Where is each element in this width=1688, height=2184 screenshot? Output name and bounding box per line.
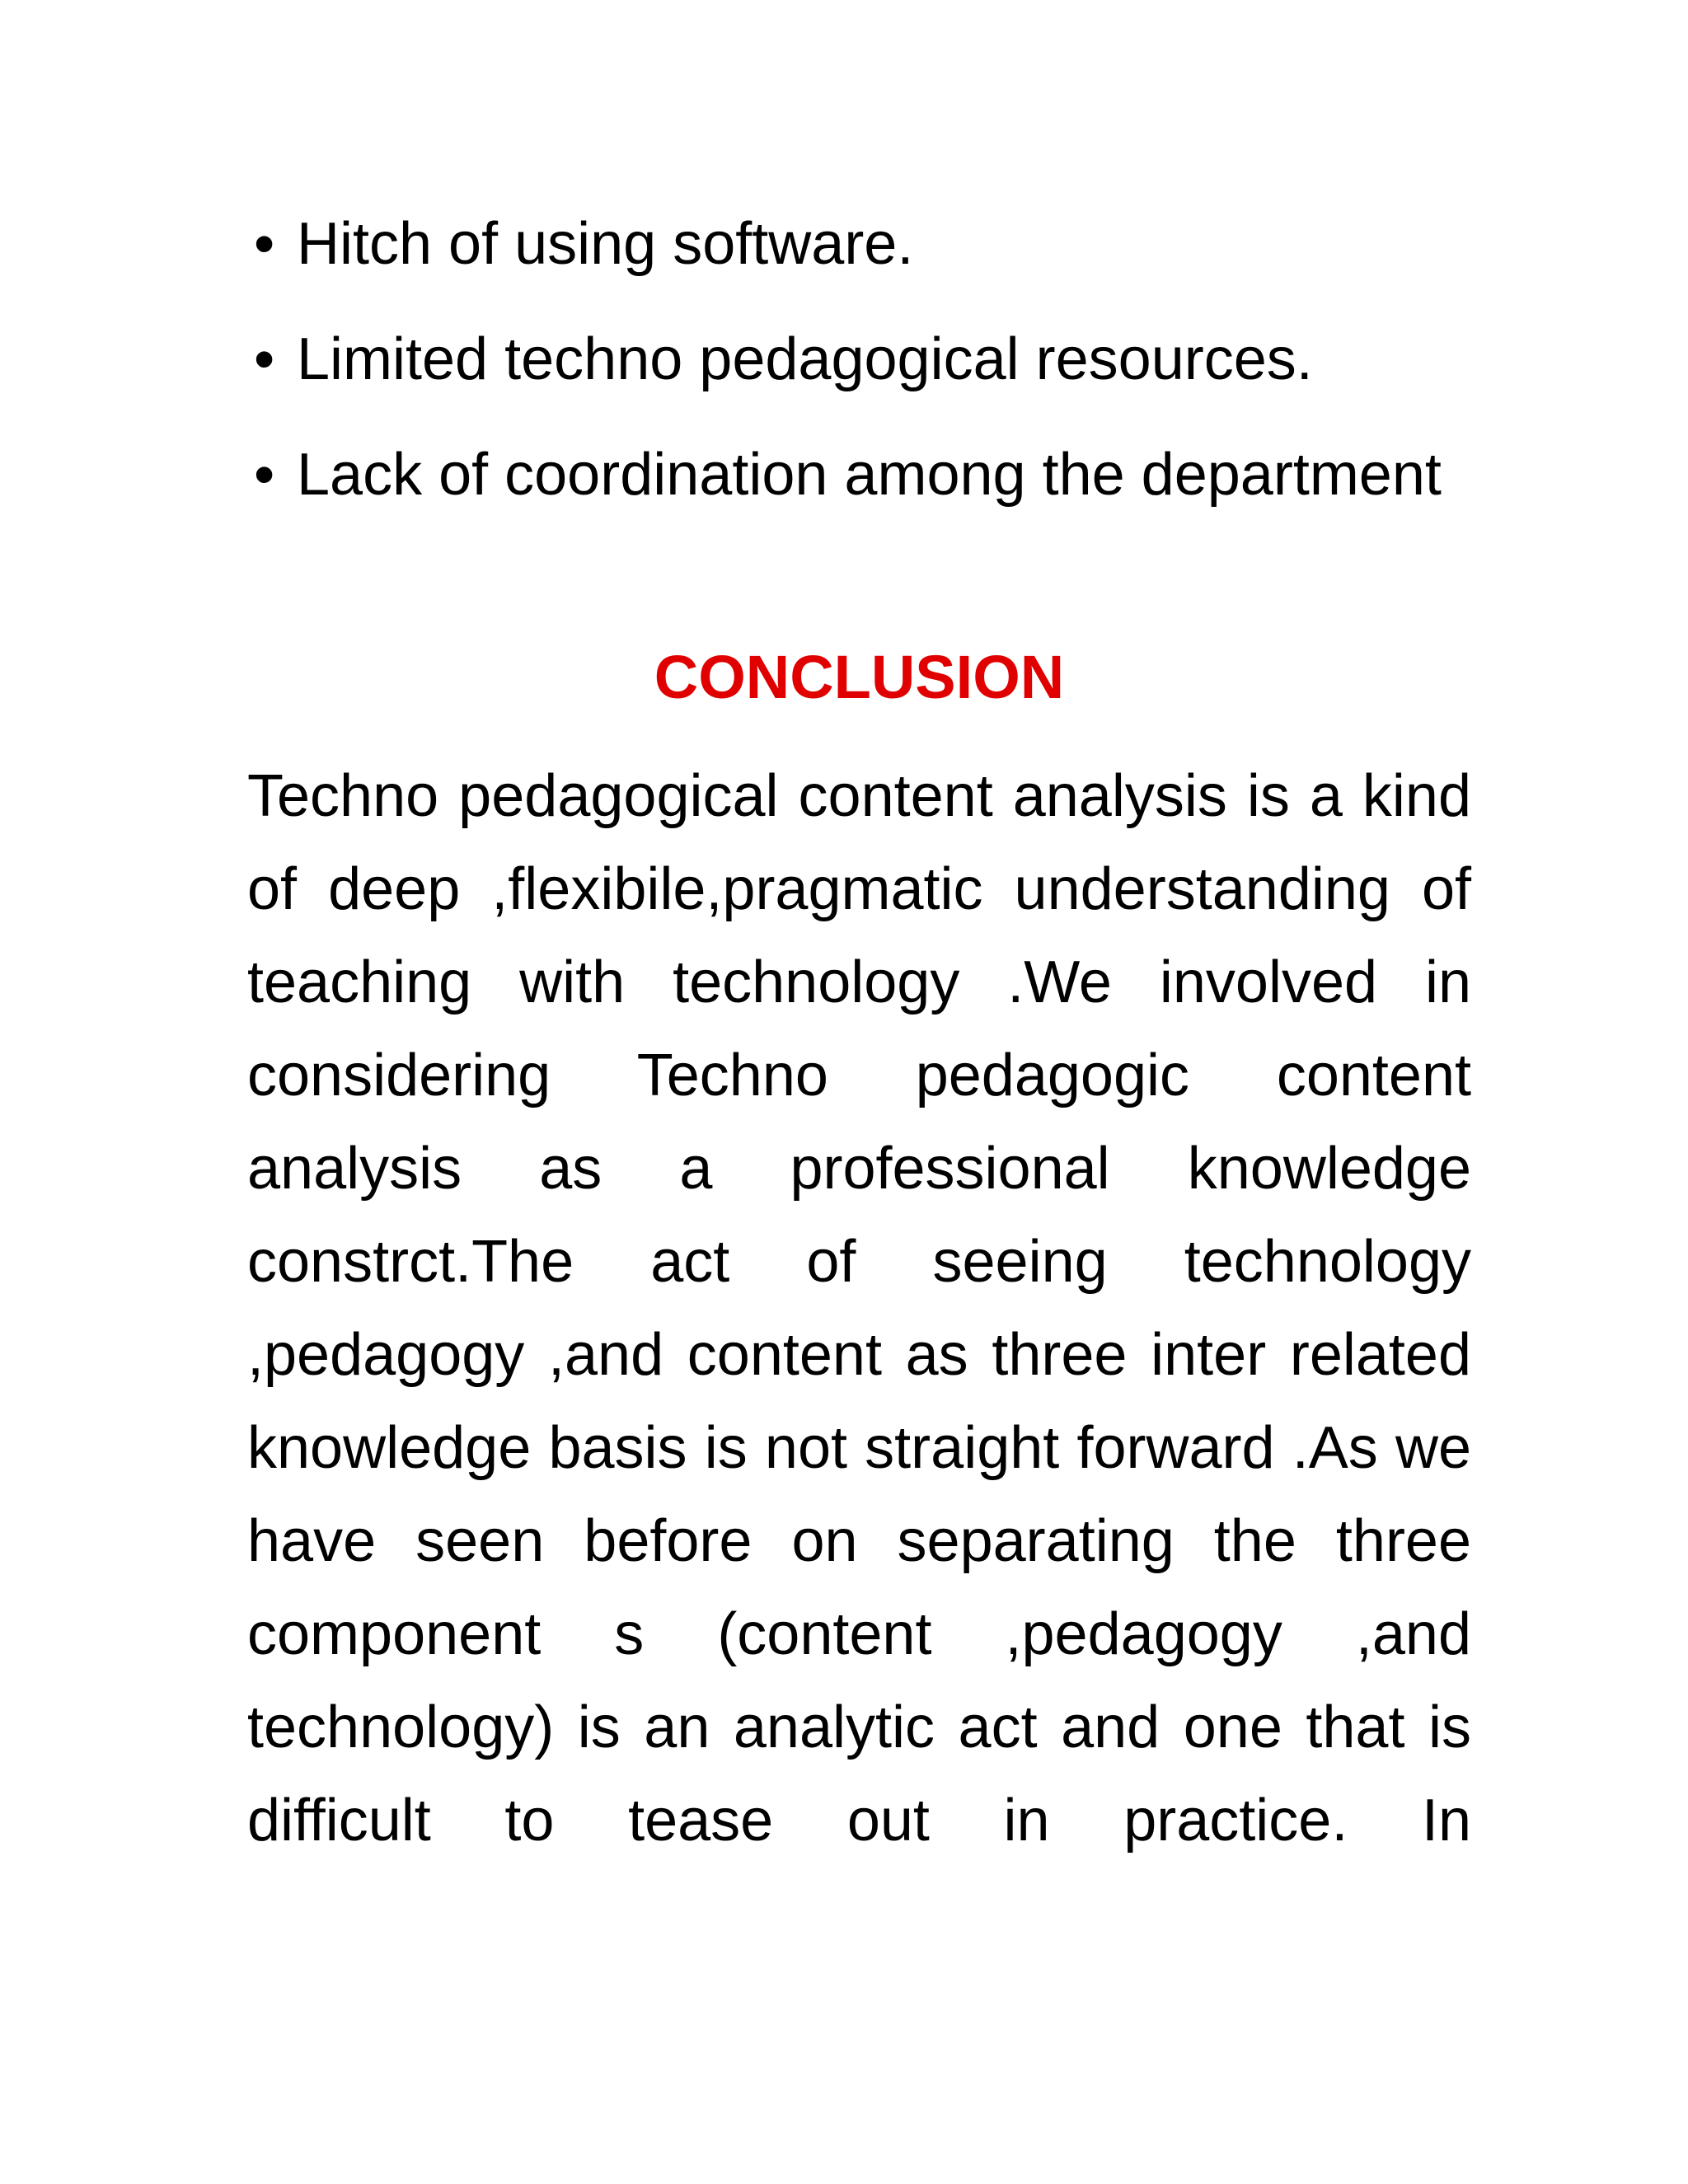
bullet-text: Limited techno pedagogical resources. bbox=[297, 326, 1313, 392]
section-heading: CONCLUSION bbox=[654, 643, 1065, 711]
bullet-item bbox=[247, 313, 1471, 405]
bullet-text: Lack of coordination among the department bbox=[297, 442, 1442, 508]
bullet-item bbox=[247, 198, 1471, 290]
bullet-list bbox=[247, 198, 1471, 544]
bullet-icon: • bbox=[254, 326, 275, 392]
conclusion-paragraph: Techno pedagogical content analysis is a kind of deep ,flexibile,pragmatic understanding of teaching with technology .We involved in considering Techno pedagogic content analysis as a professional knowledge constrct.The act of seeing technology ,pedagogy ,and content as three inter related knowledge basis is not straight forward .As we have seen before on separating the three component s (content ,pedagogy ,and technology) is an analytic act and one that is difficult to tease out in practice. In bbox=[247, 763, 1471, 1854]
bullet-item bbox=[247, 429, 1471, 521]
bullet-icon: • bbox=[254, 442, 275, 508]
bullet-icon: • bbox=[254, 211, 275, 277]
bullet-text: Hitch of using software. bbox=[297, 211, 914, 277]
